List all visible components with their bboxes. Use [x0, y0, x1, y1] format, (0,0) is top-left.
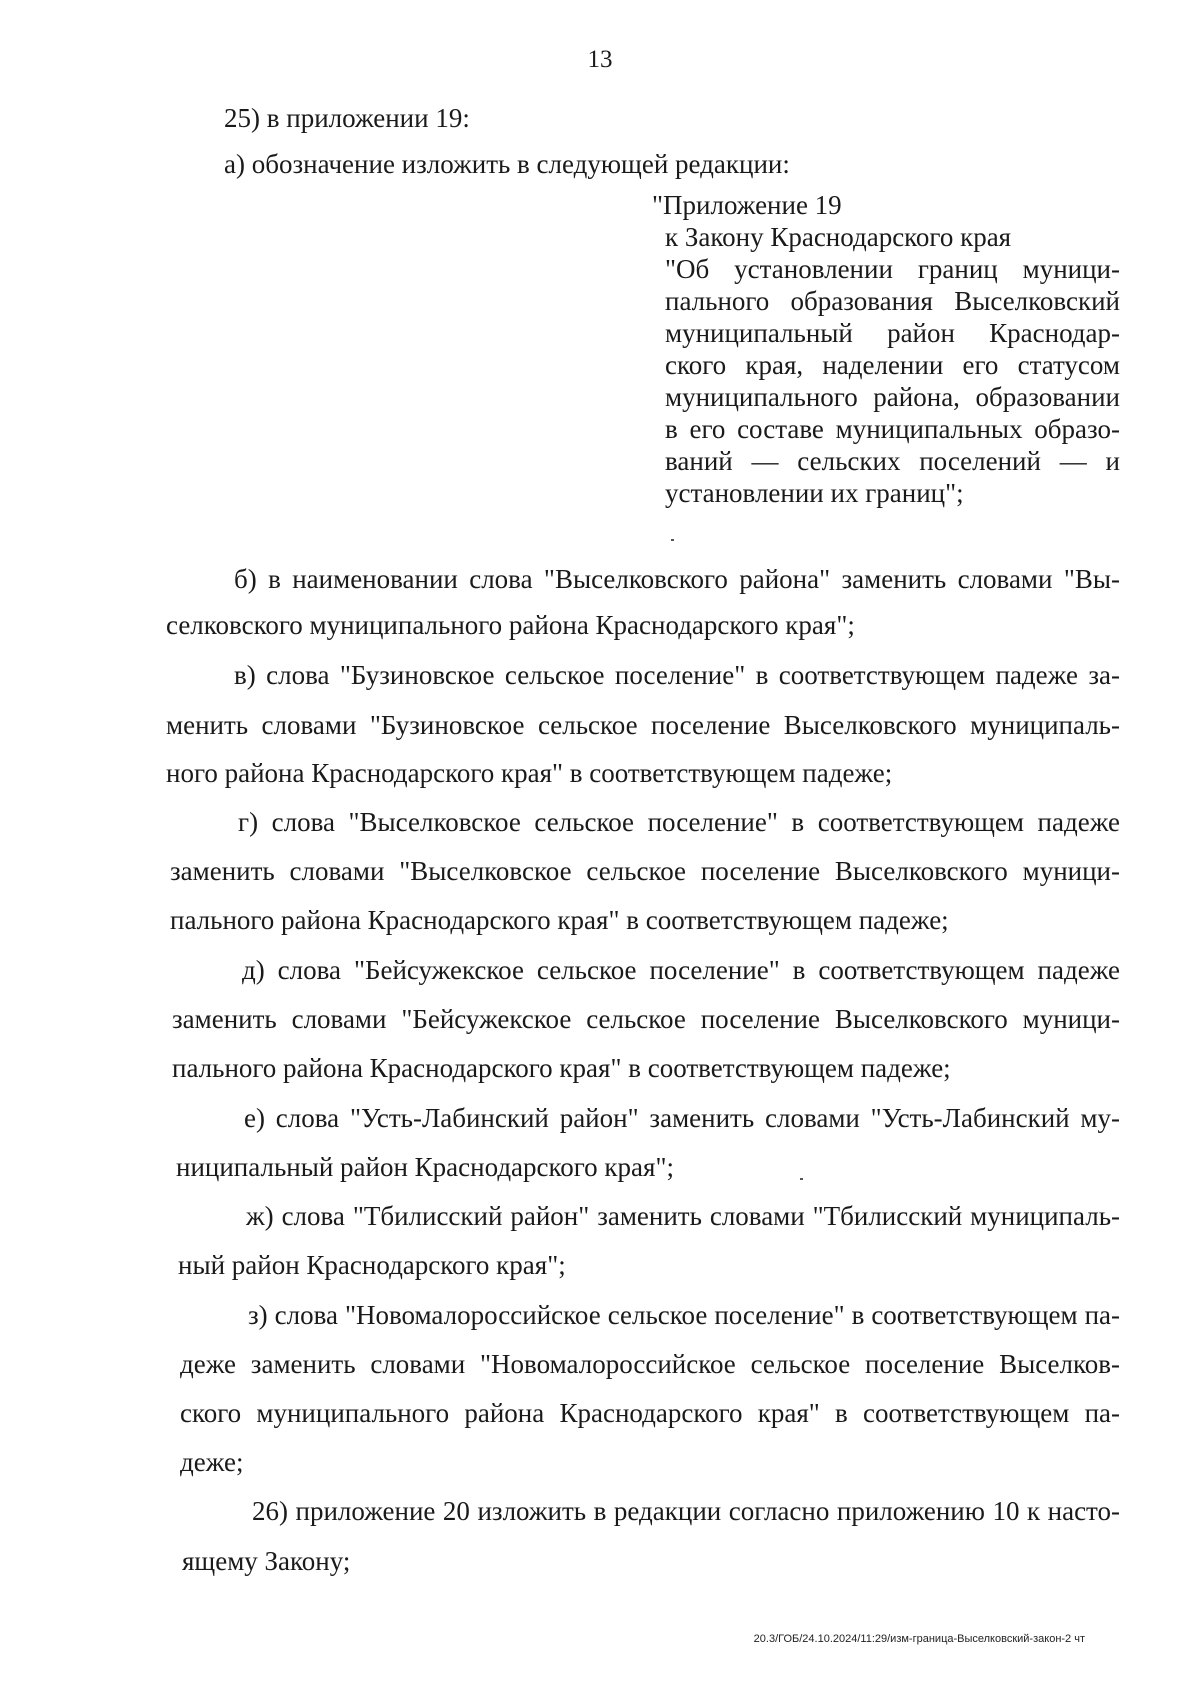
paragraph-line: заменить словами "Бейсужекское сельское поселение Выселковского муници- [172, 1004, 1120, 1034]
scan-speck [671, 539, 674, 541]
appendix-line: к Закону Краснодарского края [665, 222, 1012, 252]
appendix-line: пального образования Выселковский [665, 286, 1120, 316]
paragraph-line: е) слова "Усть-Лабинский район" заменить словами "Усть-Лабинский му- [244, 1103, 1120, 1133]
appendix-line: "Об установлении границ муници- [665, 254, 1120, 284]
item-25-a: а) обозначение изложить в следующей редакции: [224, 149, 790, 179]
paragraph-line: заменить словами "Выселковское сельское поселение Выселковского муници- [170, 856, 1120, 886]
paragraph-line: д) слова "Бейсужекское сельское поселение" в соответствующем падеже [242, 955, 1120, 985]
appendix-line: ваний — сельских поселений — и [665, 446, 1120, 476]
paragraph-line: в) слова "Бузиновское сельское поселение" в соответствующем падеже за- [234, 660, 1120, 690]
paragraph-line: ный район Краснодарского края"; [178, 1250, 566, 1280]
appendix-line: "Приложение 19 [652, 190, 842, 220]
paragraph-line: ниципальный район Краснодарского края"; [176, 1152, 674, 1182]
appendix-line: муниципальный район Краснодар- [665, 318, 1120, 348]
scan-speck [800, 1178, 803, 1180]
paragraph-line: ского муниципального района Краснодарского края" в соответствующем па- [180, 1398, 1120, 1428]
appendix-line: установлении их границ"; [665, 478, 964, 508]
paragraph-line: г) слова "Выселковское сельское поселение" в соответствующем падеже [238, 807, 1120, 837]
paragraph-line: з) слова "Новомалороссийское сельское поселение" в соответствующем па- [248, 1300, 1120, 1330]
paragraph-line: селковского муниципального района Краснодарского края"; [166, 610, 855, 640]
appendix-line: муниципального района, образовании [665, 382, 1120, 412]
paragraph-line: ящему Закону; [182, 1546, 351, 1576]
appendix-line: ского края, наделении его статусом [665, 350, 1120, 380]
appendix-line: в его составе муниципальных образо- [665, 414, 1120, 444]
paragraph-line: пального района Краснодарского края" в соответствующем падеже; [170, 905, 949, 935]
footer-file-reference: 20.3/ГОБ/24.10.2024/11:29/изм-граница-Выселковский-закон-2 чт [753, 1633, 1085, 1645]
page-number: 13 [587, 46, 613, 73]
paragraph-line: ж) слова "Тбилисский район" заменить словами "Тбилисский муниципаль- [246, 1201, 1120, 1231]
paragraph-line: ного района Краснодарского края" в соответствующем падеже; [166, 758, 893, 788]
paragraph-line: деже; [180, 1447, 244, 1477]
paragraph-line: менить словами "Бузиновское сельское поселение Выселковского муниципаль- [166, 710, 1120, 740]
paragraph-line: б) в наименовании слова "Выселковского района" заменить словами "Вы- [234, 564, 1120, 594]
paragraph-line: деже заменить словами "Новомалороссийское сельское поселение Выселков- [180, 1349, 1120, 1379]
paragraph-line: 26) приложение 20 изложить в редакции согласно приложению 10 к насто- [252, 1496, 1120, 1526]
paragraph-line: пального района Краснодарского края" в соответствующем падеже; [172, 1053, 951, 1083]
item-25-heading: 25) в приложении 19: [224, 103, 470, 133]
